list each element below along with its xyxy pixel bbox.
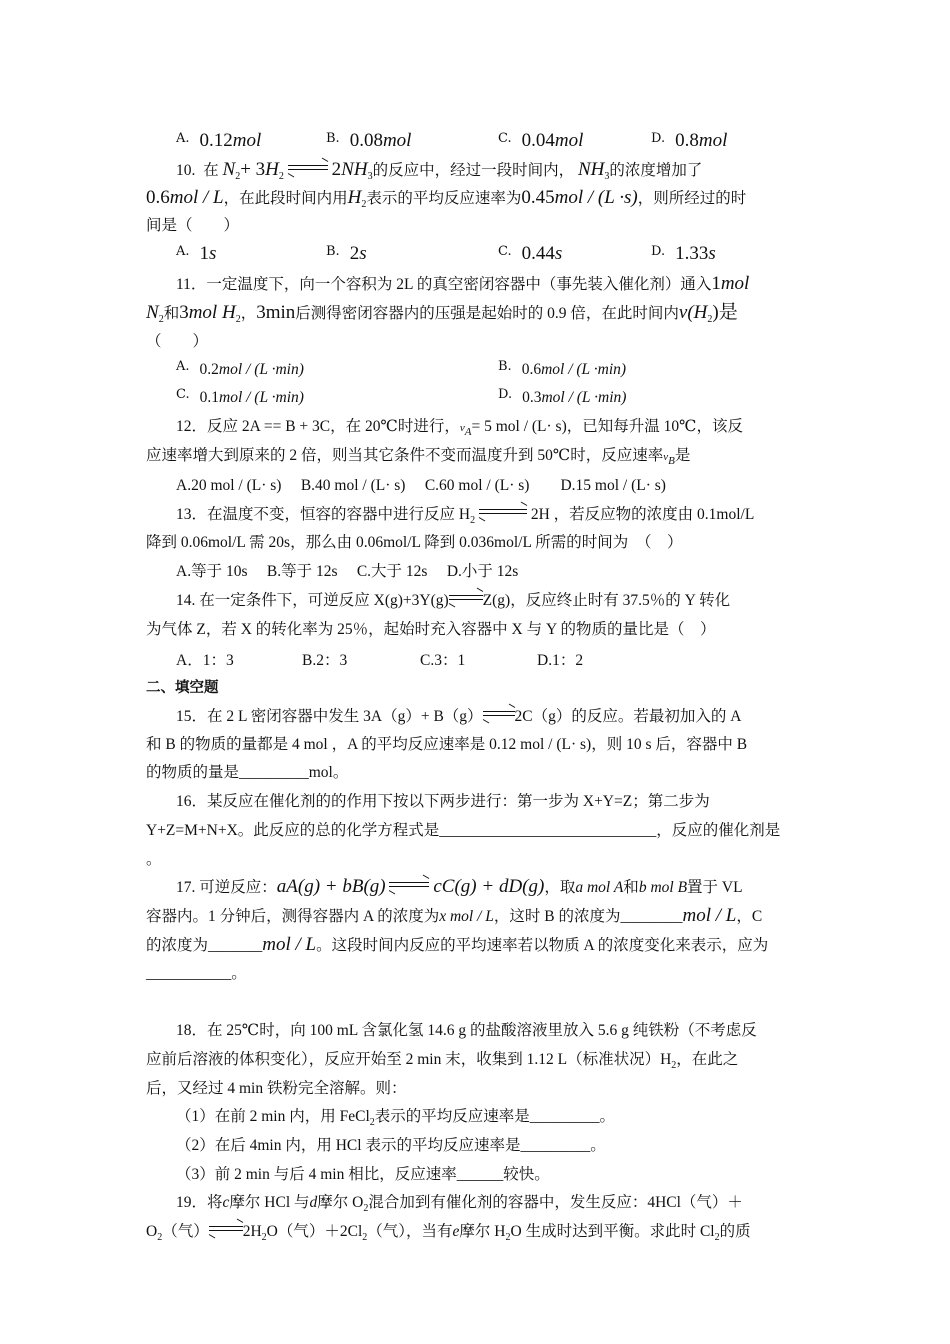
equilibrium-arrow-icon xyxy=(389,879,429,891)
q11-choice-a[interactable]: $^{A.}$ 0.2mol / (L ·min) xyxy=(176,359,304,378)
equilibrium-arrow-icon xyxy=(483,708,515,720)
q14-choice-c[interactable]: C.3：1 xyxy=(420,652,466,669)
q11-line1: 11．一定温度下，向一个容积为 2L 的真空密闭容器中（事先装入催化剂）通入1mol xyxy=(176,273,750,294)
q16-line3: 。 xyxy=(146,851,162,868)
q17-line4: ___________。 xyxy=(146,965,247,982)
q9-choice-d[interactable]: $^{D.}$ 0.8mol xyxy=(651,130,728,151)
q15-line2: 和 B 的物质的量都是 4 mol ，A 的平均反应速率是 0.12 mol / (L· s)，则 10 s 后，容器中 B xyxy=(146,736,748,753)
equilibrium-arrow-icon xyxy=(479,506,527,518)
q14-line2: 为气体 Z，若 X 的转化率为 25％，起始时充入容器中 X 与 Y 的物质的量比是（ ） xyxy=(146,621,716,638)
q10-line2: 0.6mol / L，在此段时间内用$H_2$表示的平均反应速率为0.45mol / (L ·s)，则所经过的时 xyxy=(146,187,747,211)
q13-line1: 13．在温度不变，恒容的容器中进行反应 $H_2$ 2H ，若反应物的浓度由 0.1mol/L xyxy=(176,504,808,532)
q10-line3: 间是（ ） xyxy=(146,217,240,234)
q17-line1: 17. 可逆反应：aA(g) + bB(g) cC(g) + dD(g)，取a mol A和b mol B置于 VL xyxy=(176,876,743,897)
q11-choice-b[interactable]: $^{B.}$ 0.6mol / (L ·min) xyxy=(498,359,627,378)
q18-sub2: （2）在后 4min 内，用 HCl 表示的平均反应速率是_________。 xyxy=(176,1137,606,1154)
q16-line1: 16．某反应在催化剂的的作用下按以下两步进行：第一步为 X+Y=Z；第二步为 xyxy=(176,793,710,810)
q9-choice-a[interactable]: $^{A.}$ 0.12mol xyxy=(176,130,262,151)
q10-choice-c[interactable]: $^{C.}$ 0.44s xyxy=(498,243,563,264)
q14-choices xyxy=(176,648,808,672)
q17-line3: 的浓度为_______mol / L。这段时间内反应的平均速率若以物质 A 的浓度变化来表示，应为 xyxy=(146,934,769,955)
equilibrium-arrow-icon xyxy=(209,1223,243,1235)
q18-line2: 应前后溶液的体积变化），反应开始至 2 min 末，收集到 1.12 L（标准状况）$H_2$，在此之 xyxy=(146,1051,739,1072)
q12-line1: 12．反应 2A == B + 3C，在 20℃时进行，$\nu_A= 5$ mol / (L· s)，已知每升温 10℃，该反 xyxy=(176,418,743,439)
q15-line1: 15．在 2 L 密闭容器中发生 3A（g）+ B（g） 2C（g）的反应。若最初加入的 A xyxy=(176,706,808,728)
q11-choices-row2 xyxy=(176,387,808,411)
q10-choice-d[interactable]: $^{D.}$ 1.33s xyxy=(651,243,716,264)
equilibrium-arrow-icon xyxy=(288,162,328,174)
q11-choices-row1 xyxy=(176,359,808,383)
q19-line2: $O_2$（气） $2H_2O$（气）$+2Cl_2$（气），当有e摩尔 $H_2O$ 生成时达到平衡。求此时 $Cl_2$的质 xyxy=(146,1221,808,1249)
q10-line1: 10. 在 $N_2+ 3H_2$ $2NH_3$的反应中，经过一段时间内， $NH_3$的浓度增加了 xyxy=(176,159,703,183)
q16-line2: Y+Z=M+N+X。此反应的总的化学方程式是____________________________，反应的催化剂是 xyxy=(146,822,781,839)
q11-choice-d[interactable]: $^{D.}$ 0.3mol / (L ·min) xyxy=(498,387,627,406)
q15-line3: 的物质的量是_________mol。 xyxy=(146,764,349,781)
q11-line2: $N_2$和3mol $H_2$，3min后测得密闭容器内的压强是起始时的 0.9 倍，在此时间内$v(H_2)$是 xyxy=(146,302,738,326)
q9-choice-b[interactable]: $^{B.}$ 0.08mol xyxy=(326,130,412,151)
equilibrium-arrow-icon xyxy=(449,592,483,604)
q10-choice-b[interactable]: $^{B.}$ 2s xyxy=(326,243,367,264)
q9-choice-c[interactable]: $^{C.}$ 0.04mol xyxy=(498,130,584,151)
section-heading: 二、填空题 xyxy=(146,680,219,696)
q12-line2: 应速率增大到原来的 2 倍，则当其它条件不变而温度升到 50℃时，反应速率$\nu_B$是 xyxy=(146,447,691,468)
q17-line2: 容器内。1 分钟后，测得容器内 A 的浓度为x mol / L，这时 B 的浓度为________mol / L，C xyxy=(146,905,763,926)
q11-choice-c[interactable]: $^{C.}$ 0.1mol / (L ·min) xyxy=(176,387,304,406)
q14-choice-a[interactable]: A．1：3 xyxy=(176,652,234,669)
q18-line1: 18．在 25℃时，向 100 mL 含氯化氢 14.6 g 的盐酸溶液里放入 5.6 g 纯铁粉（不考虑反 xyxy=(176,1022,757,1039)
q14-line1: 14. 在一定条件下，可逆反应 X(g)+3Y(g) Z(g)，反应终止时有 37.5％的 Y 转化 xyxy=(176,590,808,612)
q14-choice-b[interactable]: B.2：3 xyxy=(302,652,348,669)
q18-line3: 后，又经过 4 min 铁粉完全溶解。则： xyxy=(146,1080,407,1097)
q11-line3: （ ） xyxy=(146,333,209,350)
q18-sub3: （3）前 2 min 与后 4 min 相比，反应速率______较快。 xyxy=(176,1166,550,1183)
q14-choice-d[interactable]: D.1：2 xyxy=(537,652,584,669)
q13-choices[interactable]: A.等于 10s B.等于 12s C.大于 12s D.小于 12s xyxy=(176,563,519,580)
q13-line2: 降到 0.06mol/L 需 20s，那么由 0.06mol/L 降到 0.036mol/L 所需的时间为 （ ） xyxy=(146,534,683,551)
q10-choices xyxy=(176,243,808,267)
q10-choice-a[interactable]: $^{A.}$ 1s xyxy=(176,243,217,264)
q19-line1: 19．将c摩尔 HCl 与d摩尔 $O_2$混合加到有催化剂的容器中，发生反应：4HCl（气）＋ xyxy=(176,1194,743,1215)
q12-choices[interactable]: A.20 mol / (L· s) B.40 mol / (L· s) C.60 mol / (L· s) D.15 mol / (L· s) xyxy=(176,477,666,494)
q18-sub1: （1）在前 2 min 内，用 FeCl$_2$表示的平均反应速率是_________。 xyxy=(176,1108,616,1129)
q9-choices xyxy=(176,130,808,154)
